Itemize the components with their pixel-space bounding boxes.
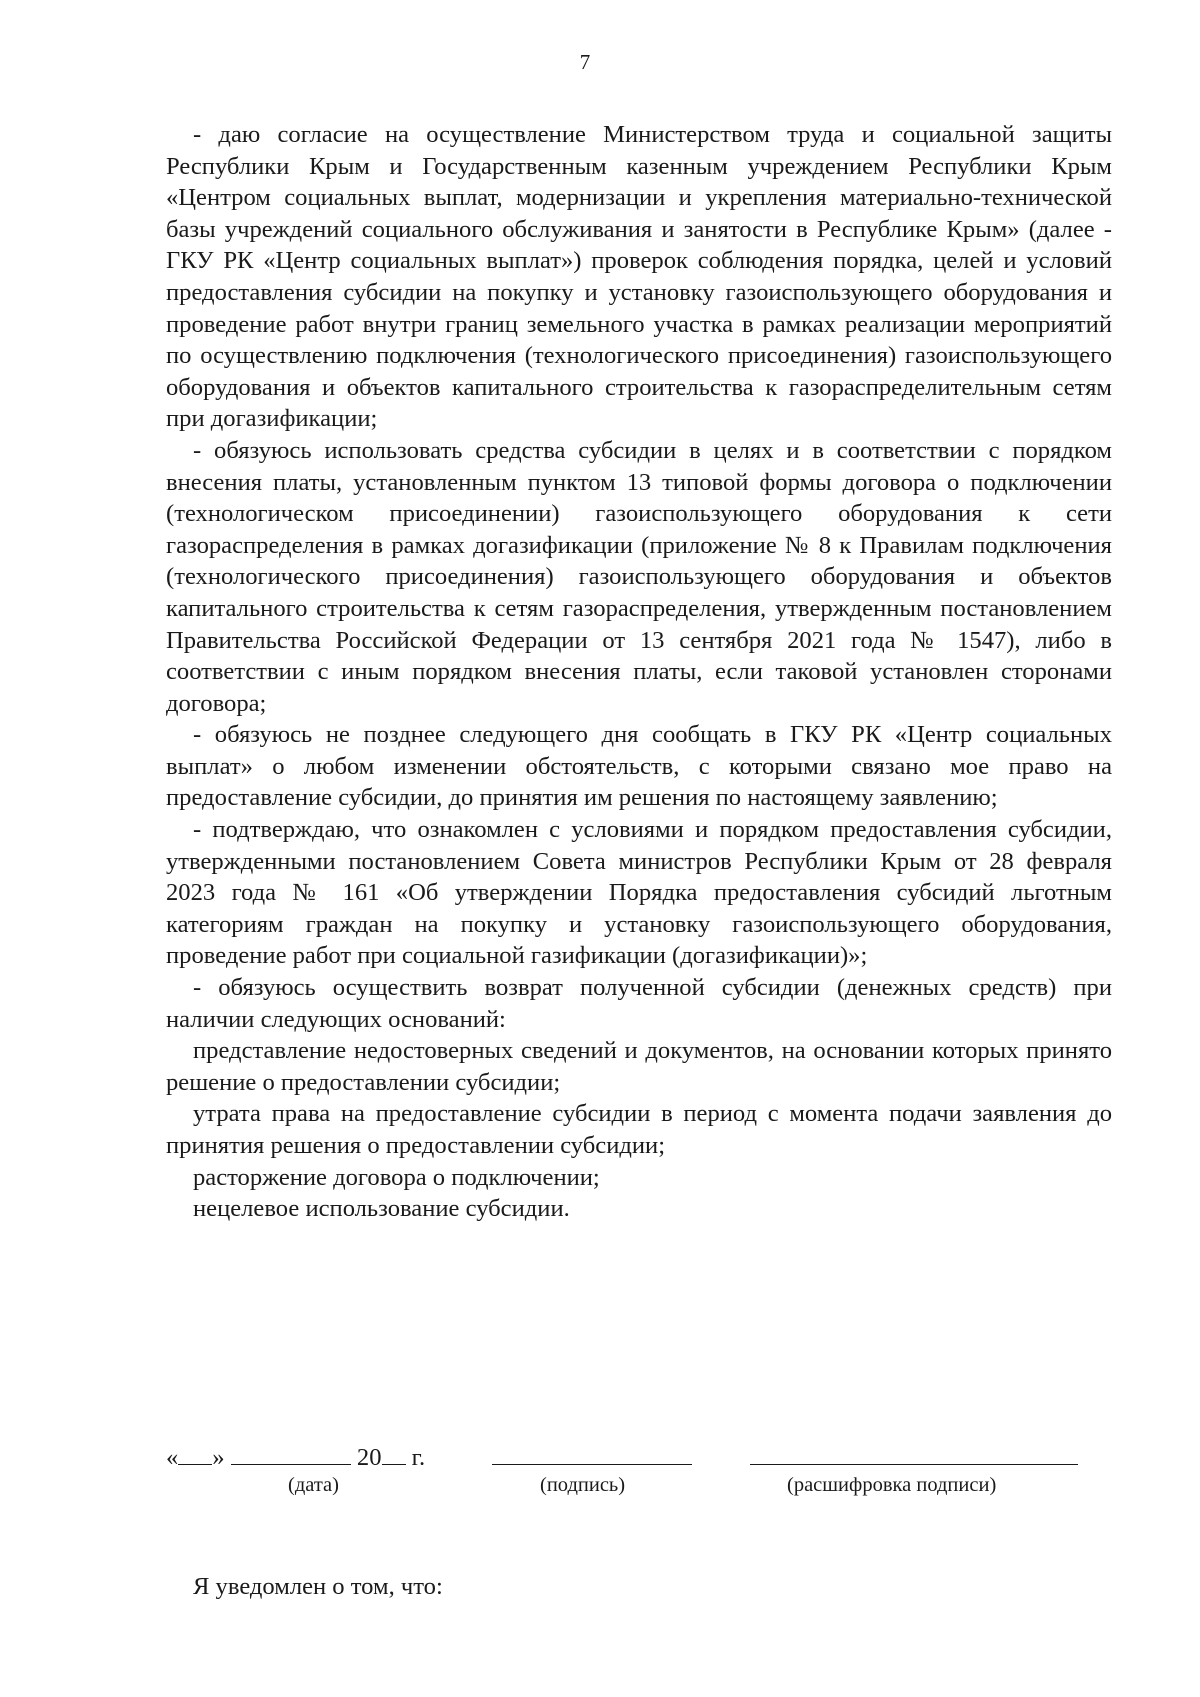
consent-paragraph: - даю согласие на осуществление Министерством труда и социальной защиты Республики Крым и Государственным казенным учреждением Республики Крым «Центром социальных выплат, модернизации и укрепления материально-технической базы учреждений социального обслуживания и занятости в Республике Крым» (далее - ГКУ РК «Центр социальных выплат») проверок соблюдения порядка, целей и условий предоставления субсидии на покупку и установку газоиспользующего оборудования и проведение работ внутри границ земельного участка в рамках реализации мероприятий по осуществлению подключения (технологического присоединения) газоиспользующего оборудования и объектов капитального строительства к газораспределительным сетям при догазификации; (166, 121, 1112, 433)
refund-obligation-paragraph: - обязуюсь осуществить возврат полученной субсидии (денежных средств) при наличии следующих оснований: (166, 974, 1112, 1033)
day-blank[interactable] (178, 1440, 212, 1465)
signature-caption: (подпись) (540, 1474, 626, 1496)
date-caption: (дата) (288, 1474, 339, 1496)
year-prefix: 20 (356, 1444, 382, 1471)
signature-decoding-blank[interactable] (750, 1440, 1078, 1465)
signature-decoding-field[interactable] (750, 1440, 1078, 1472)
obligation-use-paragraph: - обязуюсь использовать средства субсидии в целях и в соответствии с порядком внесения платы, установленным пунктом 13 типовой формы договора о подключении (технологическом присоединении) газоиспользующего оборудования к сети газораспределения в рамках догазификации (приложение № 8 к Правилам подключения (технологического присоединения) газоиспользующего оборудования и объектов капитального строительства к сетям газораспределения, утвержденным постановлением Правительства Российской Федерации от 13 сентября 2021 года № 1547), либо в соответствии с иным порядком внесения платы, если таковой установлен сторонами договора; (166, 436, 1112, 717)
signature-decoding-caption: (расшифровка подписи) (787, 1474, 997, 1496)
month-blank[interactable] (231, 1440, 351, 1465)
notice-heading: Я уведомлен о том, что: (193, 1573, 443, 1600)
refund-ground-contract-termination: расторжение договора о подключении; (193, 1163, 600, 1191)
obligation-notify-paragraph: - обязуюсь не позднее следующего дня сообщать в ГКУ РК «Центр социальных выплат» о любом изменении обстоятельств, с которыми связано мое право на предоставление субсидии, до принятия им решения по настоящему заявлению; (166, 721, 1112, 812)
signature-field[interactable] (492, 1440, 692, 1472)
document-body (166, 119, 1112, 1225)
refund-ground-misuse: нецелевое использование субсидии. (193, 1195, 570, 1223)
year-suffix: г. (405, 1444, 426, 1471)
confirmation-paragraph: - подтверждаю, что ознакомлен с условиями и порядком предоставления субсидии, утвержденными постановлением Совета министров Республики Крым от 28 февраля 2023 года № 161 «Об утверждении Порядка предоставления субсидий льготным категориям граждан на покупку и установку газоиспользующего оборудования, проведение работ при социальной газификации (догазификации)»; (166, 816, 1112, 970)
date-field[interactable] (166, 1440, 425, 1472)
refund-ground-false-info: представление недостоверных сведений и документов, на основании которых принято решение о предоставлении субсидии; (166, 1037, 1112, 1096)
quote-close: » (212, 1444, 225, 1471)
signature-block (166, 1440, 1112, 1500)
year-blank[interactable] (382, 1440, 406, 1465)
signature-blank[interactable] (492, 1440, 692, 1465)
page-number: 7 (579, 50, 591, 74)
quote-open: « (166, 1444, 179, 1471)
refund-ground-loss-of-right: утрата права на предоставление субсидии в период с момента подачи заявления до принятия решения о предоставлении субсидии; (166, 1100, 1112, 1159)
